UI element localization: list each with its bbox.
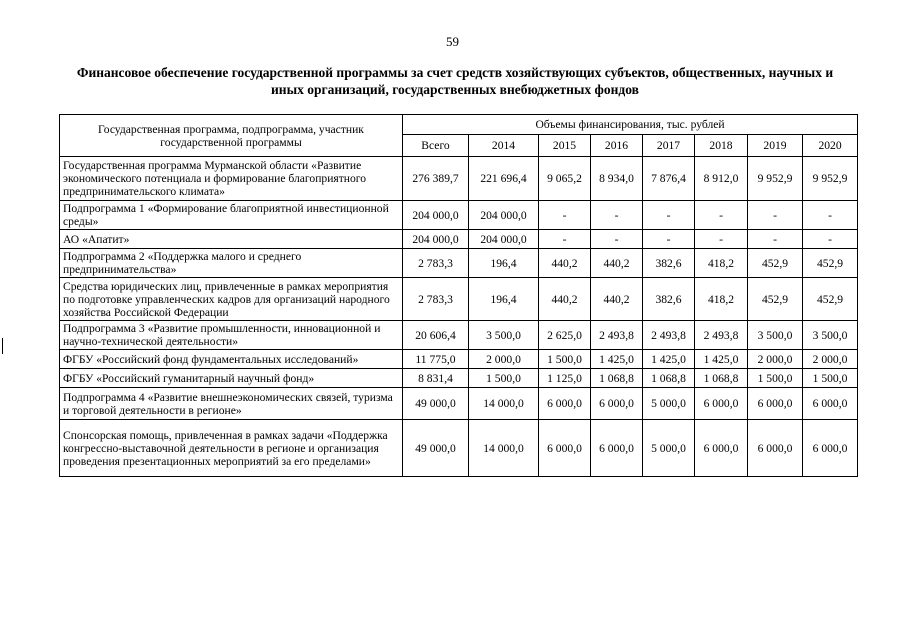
header-year-2015: 2015 bbox=[539, 135, 591, 157]
table-row bbox=[60, 350, 858, 369]
value-cell: 418,2 bbox=[695, 278, 748, 321]
value-cell: 7 876,4 bbox=[643, 157, 695, 201]
row-name: Средства юридических лиц, привлеченные в рамках мероприятия по подготовке управленческих кадров для организаций народного хозяйства Российской Федерации bbox=[60, 278, 403, 321]
value-cell: 6 000,0 bbox=[539, 388, 591, 420]
value-cell: 1 500,0 bbox=[803, 369, 858, 388]
header-year-2014: 2014 bbox=[469, 135, 539, 157]
value-cell: 2 000,0 bbox=[469, 350, 539, 369]
value-cell: 9 952,9 bbox=[803, 157, 858, 201]
header-year-2016: 2016 bbox=[591, 135, 643, 157]
value-cell: 9 952,9 bbox=[748, 157, 803, 201]
value-cell: 8 831,4 bbox=[403, 369, 469, 388]
margin-mark bbox=[2, 338, 3, 354]
value-cell: 452,9 bbox=[803, 278, 858, 321]
table-row bbox=[60, 249, 858, 278]
value-cell: 14 000,0 bbox=[469, 388, 539, 420]
value-cell: 452,9 bbox=[803, 249, 858, 278]
value-cell: 49 000,0 bbox=[403, 420, 469, 477]
value-cell: 14 000,0 bbox=[469, 420, 539, 477]
value-cell: 440,2 bbox=[539, 278, 591, 321]
table-row bbox=[60, 321, 858, 350]
value-cell: 6 000,0 bbox=[695, 420, 748, 477]
value-cell: 9 065,2 bbox=[539, 157, 591, 201]
value-cell: 6 000,0 bbox=[748, 420, 803, 477]
value-cell: 3 500,0 bbox=[469, 321, 539, 350]
value-cell: 2 493,8 bbox=[591, 321, 643, 350]
value-cell: 2 000,0 bbox=[803, 350, 858, 369]
value-cell: 2 493,8 bbox=[643, 321, 695, 350]
page-number: 59 bbox=[446, 34, 459, 49]
value-cell: - bbox=[695, 201, 748, 230]
value-cell: 11 775,0 bbox=[403, 350, 469, 369]
value-cell: 196,4 bbox=[469, 278, 539, 321]
value-cell: 276 389,7 bbox=[403, 157, 469, 201]
value-cell: 452,9 bbox=[748, 249, 803, 278]
value-cell: 2 000,0 bbox=[748, 350, 803, 369]
value-cell: 2 493,8 bbox=[695, 321, 748, 350]
value-cell: 2 625,0 bbox=[539, 321, 591, 350]
value-cell: 204 000,0 bbox=[403, 230, 469, 249]
value-cell: - bbox=[748, 230, 803, 249]
table-row bbox=[60, 388, 858, 420]
value-cell: 5 000,0 bbox=[643, 388, 695, 420]
value-cell: 1 068,8 bbox=[695, 369, 748, 388]
value-cell: 204 000,0 bbox=[403, 201, 469, 230]
table-row bbox=[60, 420, 858, 477]
header-year-2019: 2019 bbox=[748, 135, 803, 157]
row-name: ФГБУ «Российский гуманитарный научный фонд» bbox=[60, 369, 403, 388]
value-cell: - bbox=[643, 230, 695, 249]
value-cell: 1 425,0 bbox=[643, 350, 695, 369]
value-cell: 6 000,0 bbox=[748, 388, 803, 420]
value-cell: - bbox=[803, 201, 858, 230]
value-cell: 1 068,8 bbox=[643, 369, 695, 388]
value-cell: 1 068,8 bbox=[591, 369, 643, 388]
value-cell: - bbox=[591, 201, 643, 230]
value-cell: 1 425,0 bbox=[591, 350, 643, 369]
value-cell: - bbox=[695, 230, 748, 249]
value-cell: 3 500,0 bbox=[803, 321, 858, 350]
value-cell: 20 606,4 bbox=[403, 321, 469, 350]
value-cell: 6 000,0 bbox=[539, 420, 591, 477]
value-cell: - bbox=[539, 230, 591, 249]
row-name: ФГБУ «Российский фонд фундаментальных исследований» bbox=[60, 350, 403, 369]
row-name: Подпрограмма 2 «Поддержка малого и среднего предпринимательства» bbox=[60, 249, 403, 278]
value-cell: - bbox=[748, 201, 803, 230]
table-row bbox=[60, 230, 858, 249]
row-name: Подпрограмма 3 «Развитие промышленности, инновационной и научно-технической деятельности» bbox=[60, 321, 403, 350]
value-cell: 452,9 bbox=[748, 278, 803, 321]
program-column-header: Государственная программа, подпрограмма, участник государственной программы bbox=[60, 115, 403, 157]
value-cell: 440,2 bbox=[591, 278, 643, 321]
document-title: Финансовое обеспечение государственной программы за счет средств хозяйствующих субъектов, общественных, научных и иных организаций, государственных внебюджетных фондов bbox=[76, 65, 834, 97]
header-year-2020: 2020 bbox=[803, 135, 858, 157]
table-row bbox=[60, 278, 858, 321]
value-cell: 6 000,0 bbox=[591, 388, 643, 420]
value-cell: 221 696,4 bbox=[469, 157, 539, 201]
value-cell: 6 000,0 bbox=[695, 388, 748, 420]
value-cell: 382,6 bbox=[643, 278, 695, 321]
value-cell: 204 000,0 bbox=[469, 201, 539, 230]
value-cell: 6 000,0 bbox=[803, 420, 858, 477]
value-cell: 8 934,0 bbox=[591, 157, 643, 201]
value-cell: 1 125,0 bbox=[539, 369, 591, 388]
value-cell: 2 783,3 bbox=[403, 249, 469, 278]
value-cell: 2 783,3 bbox=[403, 278, 469, 321]
value-cell: 6 000,0 bbox=[803, 388, 858, 420]
header-year-2018: 2018 bbox=[695, 135, 748, 157]
value-cell: - bbox=[803, 230, 858, 249]
financing-group-header: Объемы финансирования, тыс. рублей bbox=[403, 115, 858, 135]
row-name: Государственная программа Мурманской области «Развитие экономического потенциала и формирование благоприятного предпринимательского климата» bbox=[60, 157, 403, 201]
financing-table bbox=[59, 114, 858, 477]
value-cell: 8 912,0 bbox=[695, 157, 748, 201]
value-cell: 6 000,0 bbox=[591, 420, 643, 477]
row-name: Подпрограмма 4 «Развитие внешнеэкономических связей, туризма и торговой деятельности в регионе» bbox=[60, 388, 403, 420]
value-cell: 1 500,0 bbox=[539, 350, 591, 369]
table-row bbox=[60, 201, 858, 230]
value-cell: - bbox=[539, 201, 591, 230]
value-cell: 204 000,0 bbox=[469, 230, 539, 249]
value-cell: 1 425,0 bbox=[695, 350, 748, 369]
value-cell: 49 000,0 bbox=[403, 388, 469, 420]
value-cell: 440,2 bbox=[539, 249, 591, 278]
row-name: Спонсорская помощь, привлеченная в рамках задачи «Поддержка конгрессно-выставочной деятельности в регионе и организация проведения презентационных мероприятий за его пределами» bbox=[60, 420, 403, 477]
row-name: Подпрограмма 1 «Формирование благоприятной инвестиционной среды» bbox=[60, 201, 403, 230]
value-cell: 5 000,0 bbox=[643, 420, 695, 477]
value-cell: 196,4 bbox=[469, 249, 539, 278]
header-year-2017: 2017 bbox=[643, 135, 695, 157]
value-cell: - bbox=[643, 201, 695, 230]
value-cell: 1 500,0 bbox=[748, 369, 803, 388]
value-cell: 382,6 bbox=[643, 249, 695, 278]
table-row bbox=[60, 369, 858, 388]
value-cell: 418,2 bbox=[695, 249, 748, 278]
value-cell: 1 500,0 bbox=[469, 369, 539, 388]
row-name: АО «Апатит» bbox=[60, 230, 403, 249]
table-row bbox=[60, 157, 858, 201]
header-total: Всего bbox=[403, 135, 469, 157]
value-cell: 440,2 bbox=[591, 249, 643, 278]
value-cell: 3 500,0 bbox=[748, 321, 803, 350]
value-cell: - bbox=[591, 230, 643, 249]
